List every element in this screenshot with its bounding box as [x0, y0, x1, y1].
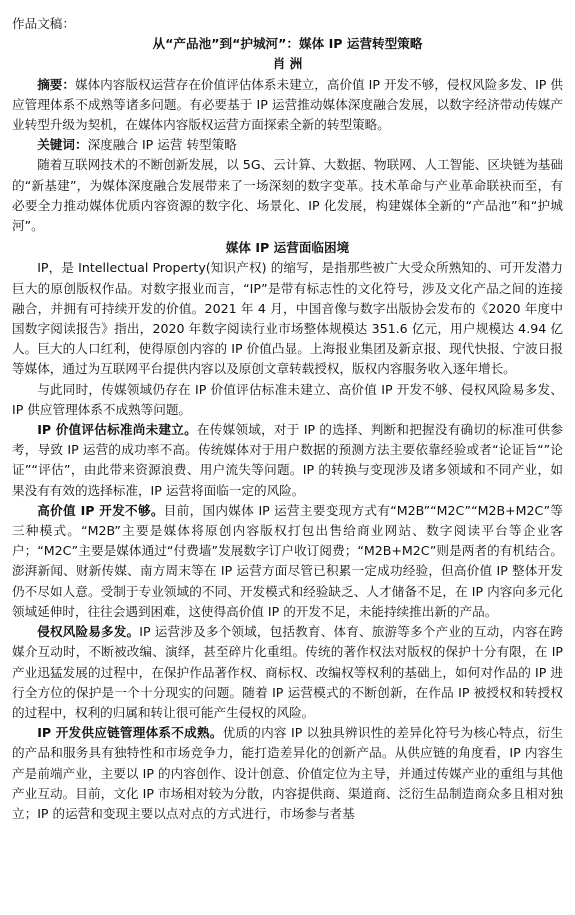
article-title: 从“产品池”到“护城河”：媒体 IP 运营转型策略: [152, 36, 423, 52]
section-heading: 媒体 IP 运营面临困境: [225, 240, 350, 256]
work-label: 作品文稿：: [12, 16, 75, 31]
paragraph-text: 在传媒领域，对于 IP 的选择、判断和把握没有确切的标准可供参考，导致 IP 运营的成功率不高。传统媒体对于用户数据的预测方法主要依靠经验或者“论证旨“”论证”“评估”，由此带来资源浪费、用户流失等问题。IP 的转换与变现涉及诸多领域和不同产业，如果没有有效的选择标准，IP 运营将面临一定的风险。: [12, 422, 563, 498]
paragraph-text: 目前，国内媒体 IP 运营主要变现方式有“M2B”“M2C”“M2B+M2C”等三种模式。“M2B”主要是媒体将原创内容版权打包出售给商业网站、数字阅读平台等企业客户；“M2C”主要是媒体通过“付费墙”发展数字订户收订阅费；“M2B+M2C”则是两者的有机结合。澎湃新闻、财新传媒、南方周末等在 IP 运营方面尽管已积累一定成功经验，但高价值 IP 整体开发仍不尽如人意。受制于专业领域的不同、开发模式和经验缺乏、人才储备不足，在 IP 内容向多元化领域延伸时，往往会遇到困难，这使得高价值 IP 的开发不足，未能持续推出新的产品。: [12, 502, 563, 619]
body-paragraph-high-value: [12, 501, 563, 622]
body-paragraph-problems: 与此同时，传媒领域仍存在 IP 价值评估标准未建立、高价值 IP 开发不够、侵权风险易多发、IP 供应管理体系不成熟等问题。: [12, 381, 563, 417]
keywords-text: 深度融合 IP 运营 转型策略: [87, 137, 237, 153]
paragraph-lead: IP 开发供应链管理体系不成熟。: [37, 725, 223, 741]
keywords-label: 关键词：: [37, 137, 88, 153]
paragraph-lead: 高价值 IP 开发不够。: [37, 502, 164, 518]
abstract-paragraph: [12, 75, 563, 136]
keywords-paragraph: [12, 135, 563, 155]
body-paragraph-supply-chain: [12, 723, 563, 824]
paragraph-text: 优质的内容 IP 以独具辨识性的差异化符号为核心特点，衍生的产品和服务具有独特性和市场竞争力，能打造差异化的创新产品。从供应链的角度看，IP 内容生产是前端产业，主要以 IP 的内容创作、设计创意、价值定位为主导，并通过传媒产业的重组与其他产业互动。目前，文化 IP 市场相对较为分散，内容提供商、渠道商、泛衍生品制造商众多且相对独立；IP 的运营和变现主要以点对点的方式进行，市场参与者基: [12, 725, 563, 821]
body-paragraph-infringement: [12, 622, 563, 723]
intro-paragraph: 随着互联网技术的不断创新发展，以 5G、云计算、大数据、物联网、人工智能、区块链为基础的“新基建”，为媒体深度融合发展带来了一场深刻的数字变革。技术革命与产业革命联袂而至，有必要全力推动媒体优质内容资源的数字化、场景化、IP 化发展，构建媒体全新的“产品池”和“护城河”。: [12, 157, 563, 234]
abstract-label: 摘要：: [37, 76, 75, 92]
paragraph-lead: IP 价值评估标准尚未建立。: [37, 422, 197, 438]
abstract-text: 媒体内容版权运营存在价值评估体系未建立，高价值 IP 开发不够，侵权风险多发、IP 供应管理体系不成熟等诸多问题。有必要基于 IP 运营推动媒体深度融合发展，以数字经济带动传媒产业转型升级为契机，在媒体内容版权运营方面探索全新的转型策略。: [12, 76, 564, 133]
paragraph-lead: 侵权风险易多发。: [37, 624, 140, 640]
body-paragraph-ip-definition: IP，是 Intellectual Property(知识产权) 的缩写，是指那些被广大受众所熟知的、可开发潜力巨大的原创版权作品。对数字报业而言，“IP”是带有标志性的文化符号，涉及文化产品之间的连接融合，并拥有可持续开发的价值。2021 年 4 月，中国音像与数字出版协会发布的《2020 年度中国数字阅读报告》指出，2020 年数字阅读行业市场整体规模达 351.6 亿元，用户规模达 4.94 亿人。巨大的人口红利，使得原创内容的 IP 价值凸显。上海报业集团及新京报、现代快报、宁波日报等媒体，通过为互联网平台提供内容以及原创文章转载授权，版权内容服务收入逐年增长。: [12, 260, 563, 377]
body-paragraph-valuation: [12, 420, 563, 501]
paragraph-text: IP 运营涉及多个领域，包括教育、体育、旅游等多个产业的互动，内容在跨媒介互动时，不断被改编、演绎，甚至碎片化重组。传统的著作权法对版权的保护十分有限，在 IP 产业迅猛发展的过程中，在保护作品著作权、商标权、改编权等权利的基础上，如何对作品的 IP 进行全方位的保护是一个十分现实的问题。随着 IP 运营模式的不断创新，在作品 IP 被授权和转授权的过程中，权利的归属和转让很可能产生侵权的风险。: [12, 624, 564, 720]
article-author: 肖 洲: [272, 56, 303, 72]
